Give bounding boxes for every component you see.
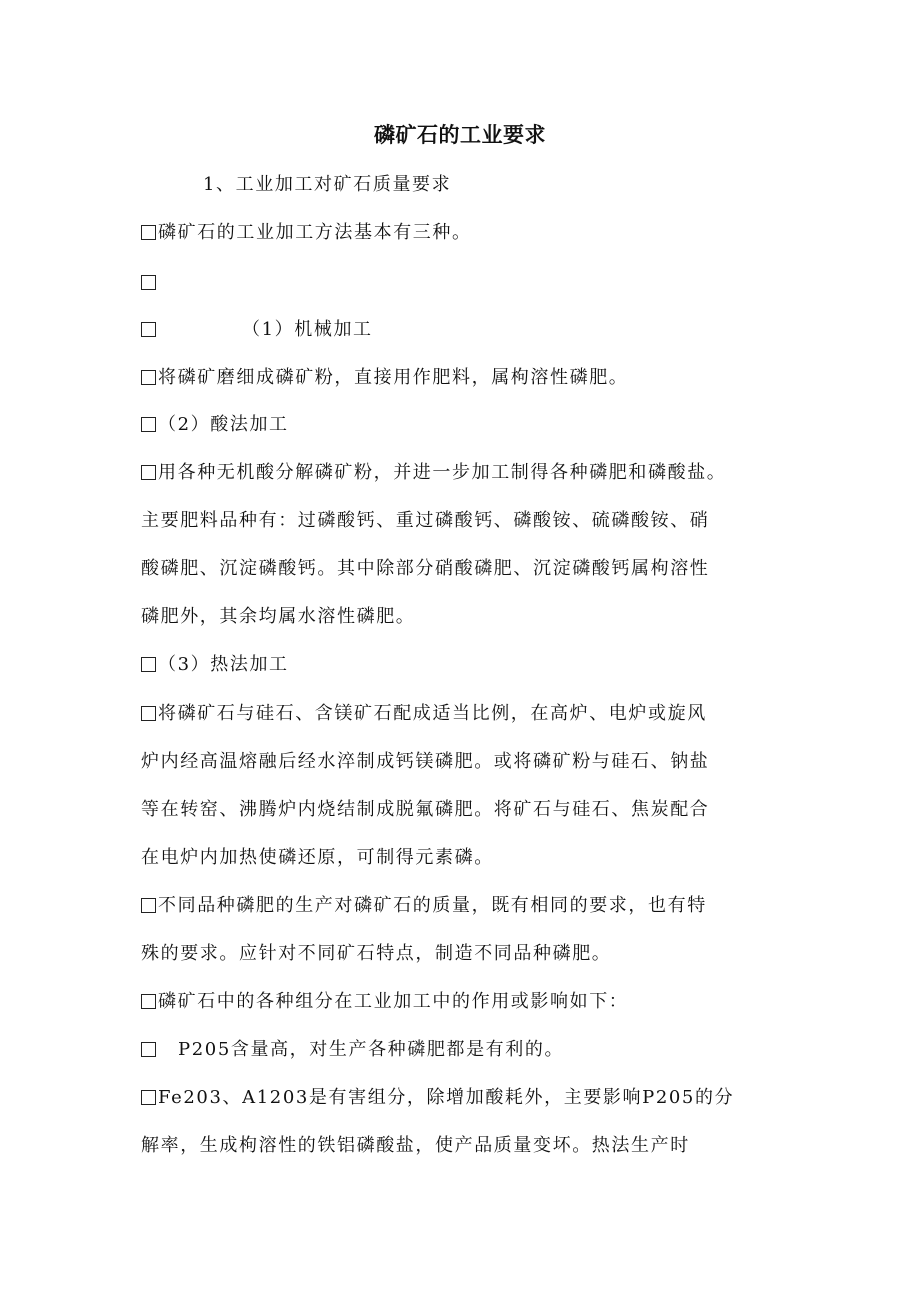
paragraph-line: 不同品种磷肥的生产对磷矿石的质量，既有相同的要求，也有特 [141,892,791,920]
checkbox-glyph-icon [141,1090,156,1105]
checkbox-glyph-icon [141,657,156,672]
paragraph-line [141,269,791,297]
checkbox-glyph-icon [141,1042,156,1057]
checkbox-glyph-icon [141,465,156,480]
paragraph-line: 用各种无机酸分解磷矿粉，并进一步加工制得各种磷肥和磷酸盐。 [141,459,791,487]
document-title: 磷矿石的工业要求 [374,123,546,147]
checkbox-glyph-icon [141,706,156,721]
paragraph-line: 解率，生成枸溶性的铁铝磷酸盐，使产品质量变坏。热法生产时 [141,1135,690,1156]
paragraph-line: 酸磷肥、沉淀磷酸钙。其中除部分硝酸磷肥、沉淀磷酸钙属枸溶性 [141,558,710,579]
paragraph-line: 磷矿石的工业加工方法基本有三种。 [141,219,791,247]
paragraph-line: 主要肥料品种有：过磷酸钙、重过磷酸钙、磷酸铵、硫磷酸铵、硝 [141,510,710,531]
section-heading: 1、工业加工对矿石质量要求 [203,174,452,195]
paragraph-line: 等在转窑、沸腾炉内烧结制成脱氟磷肥。将矿石与硅石、焦炭配合 [141,799,710,820]
checkbox-glyph-icon [141,225,156,240]
paragraph-line: （2）酸法加工 [141,411,791,439]
paragraph-line: 将磷矿磨细成磷矿粉，直接用作肥料，属枸溶性磷肥。 [141,364,791,392]
paragraph-line: 在电炉内加热使磷还原，可制得元素磷。 [141,847,494,868]
paragraph-line: 将磷矿石与硅石、含镁矿石配成适当比例，在高炉、电炉或旋风 [141,700,791,728]
checkbox-glyph-icon [141,417,156,432]
paragraph-line: （1）机械加工 [141,316,791,344]
paragraph-line: 磷肥外，其余均属水溶性磷肥。 [141,606,416,627]
checkbox-glyph-icon [141,994,156,1009]
checkbox-glyph-icon [141,370,156,385]
checkbox-glyph-icon [141,275,156,290]
checkbox-glyph-icon [141,322,156,337]
paragraph-line: 磷矿石中的各种组分在工业加工中的作用或影响如下： [141,988,791,1016]
paragraph-line: Fe203、A1203是有害组分，除增加酸耗外，主要影响P205的分 [141,1084,791,1112]
checkbox-glyph-icon [141,898,156,913]
paragraph-line: （3）热法加工 [141,651,791,679]
paragraph-line: P205含量高，对生产各种磷肥都是有利的。 [141,1036,791,1064]
paragraph-line: 殊的要求。应针对不同矿石特点，制造不同品种磷肥。 [141,943,612,964]
paragraph-line: 炉内经高温熔融后经水淬制成钙镁磷肥。或将磷矿粉与硅石、钠盐 [141,751,710,772]
